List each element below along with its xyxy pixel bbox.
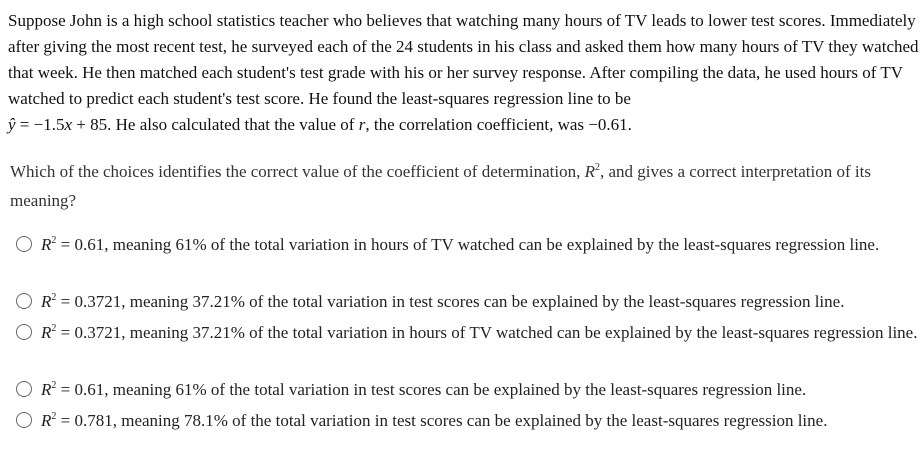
question-r-symbol: R [584, 162, 596, 181]
equation-remainder: + 85. He also calculated that the value of [72, 115, 359, 134]
option-exponent: 2 [51, 411, 57, 422]
answer-choices [16, 232, 921, 439]
passage-text: Suppose John is a high school statistics teacher who believes that watching many hours of TV leads to lower test scores. Immediately after giving the most recent test, he surveyed each of the 24 students in his class and asked them how many hours of TV they watched that week. He then matched each student's test grade with his or her survey response. After compiling the data, he used hours of TV watched to predict each student's test score. He found the least-squares regression line to be [8, 11, 919, 108]
question-after: , and gives a correct interpretation of its meaning? [10, 162, 871, 210]
question-prompt [10, 157, 915, 215]
option-text: = 0.3721, meaning 37.21% of the total variation in test scores can be explained by the least-squares regression line. [56, 292, 845, 311]
equation-variable: x [64, 115, 73, 134]
option-text: = 0.61, meaning 61% of the total variation in test scores can be explained by the least-squares regression line. [56, 380, 807, 399]
option-r-symbol: R [41, 235, 52, 254]
answer-option-3[interactable] [16, 320, 921, 377]
option-text: = 0.781, meaning 78.1% of the total variation in test scores can be explained by the least-squares regression line. [56, 411, 828, 430]
y-hat-symbol: ŷ [8, 115, 16, 134]
radio-button-3[interactable] [16, 324, 32, 340]
option-exponent: 2 [51, 380, 57, 391]
radio-button-2[interactable] [16, 293, 32, 309]
question-exponent: 2 [595, 162, 601, 173]
problem-passage [8, 8, 920, 138]
correlation-text: , the correlation coefficient, was −0.61. [365, 115, 632, 134]
answer-option-4[interactable] [16, 377, 921, 408]
option-exponent: 2 [51, 292, 57, 303]
option-text: = 0.61, meaning 61% of the total variation in hours of TV watched can be explained by the least-squares regression line. [56, 235, 880, 254]
option-r-symbol: R [41, 292, 52, 311]
option-r-symbol: R [41, 411, 52, 430]
equation-slope: = −1.5 [15, 115, 65, 134]
option-r-symbol: R [41, 323, 52, 342]
radio-button-5[interactable] [16, 412, 32, 428]
answer-option-5[interactable] [16, 408, 921, 439]
radio-button-4[interactable] [16, 381, 32, 397]
answer-option-2[interactable] [16, 289, 921, 320]
question-paragraph [10, 157, 915, 215]
r-symbol: r [358, 115, 366, 134]
passage-paragraph [8, 8, 920, 138]
answer-option-1[interactable] [16, 232, 921, 289]
option-text: = 0.3721, meaning 37.21% of the total variation in hours of TV watched can be explained by the least-squares regression line. [56, 323, 918, 342]
radio-button-1[interactable] [16, 236, 32, 252]
option-exponent: 2 [51, 235, 57, 246]
option-exponent: 2 [51, 323, 57, 334]
option-r-symbol: R [41, 380, 52, 399]
question-before: Which of the choices identifies the correct value of the coefficient of determination, [10, 162, 585, 181]
